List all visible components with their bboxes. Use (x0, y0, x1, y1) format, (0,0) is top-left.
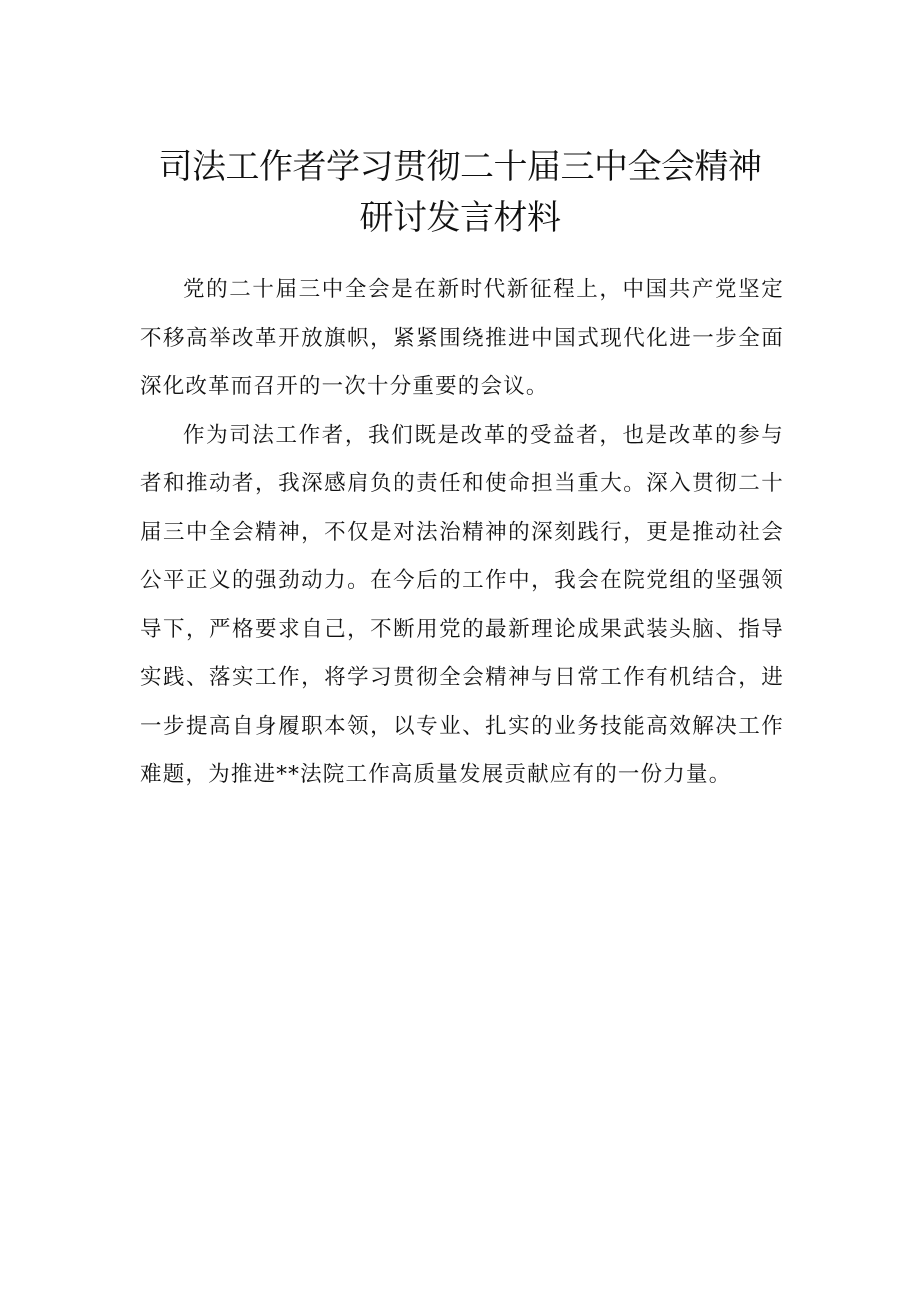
title-line-2: 研讨发言材料 (359, 198, 561, 238)
paragraph-2: 作为司法工作者，我们既是改革的受益者，也是改革的参与者和推动者，我深感肩负的责任和使命担当重大。深入贯彻二十届三中全会精神，不仅是对法治精神的深刻践行，更是推动社会公平正义的强劲动力。在今后的工作中，我会在院党组的坚强领导下，严格要求自己，不断用党的最新理论成果武装头脑、指导实践、落实工作，将学习贯彻全会精神与日常工作有机结合，进一步提高自身履职本领，以专业、扎实的业务技能高效解决工作难题，为推进**法院工作高质量发展贡献应有的一份力量。 (140, 422, 784, 787)
document-body (140, 266, 784, 800)
document-title (0, 142, 920, 244)
title-line-1: 司法工作者学习贯彻二十届三中全会精神 (158, 147, 762, 187)
paragraph-1: 党的二十届三中全会是在新时代新征程上，中国共产党坚定不移高举改革开放旗帜，紧紧围绕推进中国式现代化进一步全面深化改革而召开的一次十分重要的会议。 (140, 277, 784, 399)
